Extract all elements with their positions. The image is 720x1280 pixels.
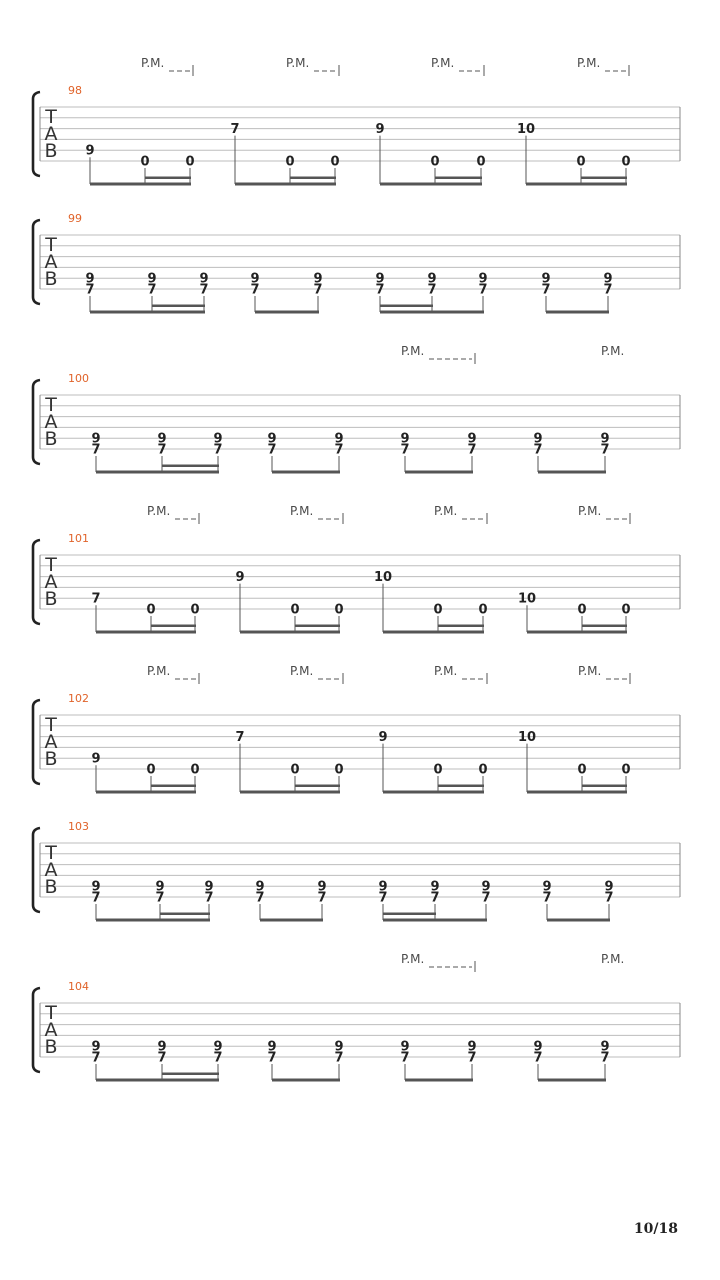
fret-number: 9 <box>157 1039 167 1055</box>
tab-clef-letter: B <box>44 428 58 450</box>
fret-number: 9 <box>213 431 223 447</box>
fret-number: 0 <box>577 762 587 778</box>
palm-mute-label: P.M. <box>578 664 602 678</box>
beam-primary <box>240 791 340 794</box>
fret-number: 7 <box>604 890 614 906</box>
bar-number: 104 <box>68 980 89 993</box>
tab-system-102 <box>33 664 680 794</box>
beam-primary <box>260 919 323 922</box>
fret-number: 10 <box>517 730 537 746</box>
palm-mute-label: P.M. <box>401 344 425 358</box>
palm-mute-label: P.M. <box>577 56 601 70</box>
fret-number: 7 <box>85 282 95 298</box>
fret-number: 0 <box>146 602 156 618</box>
fret-number: 9 <box>235 570 245 586</box>
beam-primary <box>546 311 609 314</box>
beam-primary <box>547 919 610 922</box>
fret-number: 0 <box>330 154 340 170</box>
bar-number: 98 <box>68 84 82 97</box>
fret-number: 7 <box>467 1050 477 1066</box>
fret-number: 0 <box>577 602 587 618</box>
bar-number: 103 <box>68 820 89 833</box>
fret-number: 9 <box>317 879 327 895</box>
fret-number: 9 <box>375 122 385 138</box>
fret-number: 7 <box>157 442 167 458</box>
fret-number: 0 <box>334 762 344 778</box>
fret-number: 7 <box>481 890 491 906</box>
beam-primary <box>526 183 627 186</box>
fret-number: 0 <box>190 602 200 618</box>
fret-number: 0 <box>621 762 631 778</box>
tab-clef-letter: A <box>44 123 58 145</box>
fret-number: 9 <box>400 1039 410 1055</box>
beam-primary <box>538 471 606 474</box>
palm-mute-label: P.M. <box>601 952 625 966</box>
fret-number: 9 <box>85 271 95 287</box>
tab-clef-letter: A <box>44 571 58 593</box>
beam-secondary <box>582 785 627 788</box>
fret-number: 9 <box>267 431 277 447</box>
beam-primary <box>405 471 473 474</box>
fret-number: 7 <box>213 442 223 458</box>
tab-clef-letter: B <box>44 268 58 290</box>
beam-primary <box>90 183 191 186</box>
fret-number: 9 <box>334 431 344 447</box>
tab-clef-letter: A <box>44 1019 58 1041</box>
beam-primary <box>383 791 484 794</box>
fret-number: 9 <box>147 271 157 287</box>
tab-system-101 <box>33 504 680 634</box>
tab-clef-letter: T <box>45 714 57 736</box>
bar-number: 99 <box>68 212 82 225</box>
fret-number: 9 <box>541 271 551 287</box>
tab-system-99 <box>33 212 680 314</box>
fret-number: 7 <box>430 890 440 906</box>
beam-primary <box>383 631 484 634</box>
tab-clef-letter: T <box>45 234 57 256</box>
palm-mute-label: P.M. <box>147 504 171 518</box>
fret-number: 9 <box>313 271 323 287</box>
fret-number: 7 <box>603 282 613 298</box>
tab-clef-letter: A <box>44 731 58 753</box>
tab-clef-letter: A <box>44 251 58 273</box>
tab-clef-letter: T <box>45 554 57 576</box>
fret-number: 9 <box>430 879 440 895</box>
fret-number: 9 <box>334 1039 344 1055</box>
beam-primary <box>96 791 196 794</box>
fret-number: 0 <box>290 762 300 778</box>
fret-number: 7 <box>400 442 410 458</box>
fret-number: 7 <box>250 282 260 298</box>
beam-secondary <box>295 785 340 788</box>
palm-mute-label: P.M. <box>290 504 314 518</box>
fret-number: 7 <box>91 1050 101 1066</box>
beam-secondary <box>290 177 336 180</box>
fret-number: 9 <box>542 879 552 895</box>
fret-number: 9 <box>85 143 95 159</box>
fret-number: 9 <box>533 431 543 447</box>
fret-number: 7 <box>204 890 214 906</box>
beam-primary <box>96 631 196 634</box>
fret-number: 9 <box>400 431 410 447</box>
fret-number: 0 <box>285 154 295 170</box>
fret-number: 7 <box>213 1050 223 1066</box>
tab-clef-letter: T <box>45 1002 57 1024</box>
tab-clef-letter: B <box>44 748 58 770</box>
system-bracket <box>33 700 40 784</box>
beam-secondary <box>435 177 482 180</box>
fret-number: 7 <box>91 442 101 458</box>
beam-secondary <box>438 625 484 628</box>
fret-number: 7 <box>533 1050 543 1066</box>
beam-secondary <box>581 177 627 180</box>
fret-number: 9 <box>375 271 385 287</box>
palm-mute-label: P.M. <box>601 344 625 358</box>
fret-number: 9 <box>250 271 260 287</box>
beam-primary <box>90 311 205 314</box>
beam-primary <box>96 471 219 474</box>
beam-secondary <box>582 625 627 628</box>
beam-primary <box>380 311 484 314</box>
beam-primary <box>272 1079 340 1082</box>
fret-number: 7 <box>334 1050 344 1066</box>
fret-number: 7 <box>157 1050 167 1066</box>
system-bracket <box>33 220 40 304</box>
fret-number: 9 <box>91 1039 101 1055</box>
fret-number: 9 <box>427 271 437 287</box>
beam-primary <box>235 183 336 186</box>
fret-number: 9 <box>378 730 388 746</box>
beam-primary <box>538 1079 606 1082</box>
fret-number: 9 <box>478 271 488 287</box>
fret-number: 7 <box>235 730 245 746</box>
bar-number: 102 <box>68 692 89 705</box>
fret-number: 10 <box>517 591 537 607</box>
page-number: 10/18 <box>633 1221 678 1237</box>
fret-number: 7 <box>267 442 277 458</box>
fret-number: 0 <box>185 154 195 170</box>
fret-number: 9 <box>267 1039 277 1055</box>
beam-primary <box>405 1079 473 1082</box>
palm-mute-label: P.M. <box>578 504 602 518</box>
system-bracket <box>33 988 40 1072</box>
palm-mute-label: P.M. <box>431 56 455 70</box>
palm-mute-label: P.M. <box>434 664 458 678</box>
fret-number: 9 <box>467 1039 477 1055</box>
tab-clef-letter: T <box>45 842 57 864</box>
fret-number: 7 <box>230 122 240 138</box>
tab-clef-letter: T <box>45 106 57 128</box>
beam-primary <box>527 631 627 634</box>
fret-number: 0 <box>621 602 631 618</box>
beam-primary <box>96 919 210 922</box>
fret-number: 7 <box>313 282 323 298</box>
fret-number: 0 <box>621 154 631 170</box>
tab-clef-letter: B <box>44 588 58 610</box>
fret-number: 7 <box>600 442 610 458</box>
beam-secondary <box>438 785 484 788</box>
tab-system-103 <box>33 820 680 922</box>
fret-number: 7 <box>155 890 165 906</box>
beam-primary <box>240 631 340 634</box>
fret-number: 0 <box>146 762 156 778</box>
palm-mute-label: P.M. <box>401 952 425 966</box>
fret-number: 9 <box>600 1039 610 1055</box>
bar-number: 101 <box>68 532 89 545</box>
fret-number: 7 <box>467 442 477 458</box>
palm-mute-label: P.M. <box>290 664 314 678</box>
bar-number: 100 <box>68 372 89 385</box>
fret-number: 0 <box>433 602 443 618</box>
tab-clef-letter: B <box>44 140 58 162</box>
fret-number: 7 <box>400 1050 410 1066</box>
fret-number: 0 <box>433 762 443 778</box>
fret-number: 9 <box>378 879 388 895</box>
tab-system-100 <box>33 344 680 474</box>
fret-number: 7 <box>255 890 265 906</box>
tab-clef-letter: B <box>44 876 58 898</box>
palm-mute-label: P.M. <box>434 504 458 518</box>
beam-secondary <box>151 625 196 628</box>
beam-secondary <box>160 913 210 916</box>
fret-number: 9 <box>157 431 167 447</box>
fret-number: 7 <box>91 890 101 906</box>
fret-number: 0 <box>576 154 586 170</box>
beam-primary <box>272 471 340 474</box>
tab-clef-letter: A <box>44 859 58 881</box>
fret-number: 0 <box>476 154 486 170</box>
fret-number: 7 <box>533 442 543 458</box>
fret-number: 7 <box>317 890 327 906</box>
fret-number: 9 <box>155 879 165 895</box>
beam-secondary <box>145 177 191 180</box>
beam-primary <box>380 183 482 186</box>
beam-secondary <box>383 913 436 916</box>
fret-number: 7 <box>600 1050 610 1066</box>
fret-number: 0 <box>140 154 150 170</box>
fret-number: 9 <box>213 1039 223 1055</box>
beam-primary <box>255 311 319 314</box>
system-bracket <box>33 828 40 912</box>
beam-secondary <box>162 1073 219 1076</box>
fret-number: 7 <box>541 282 551 298</box>
fret-number: 0 <box>190 762 200 778</box>
tab-system-104 <box>33 952 680 1082</box>
palm-mute-label: P.M. <box>141 56 165 70</box>
beam-secondary <box>295 625 340 628</box>
fret-number: 9 <box>91 431 101 447</box>
fret-number: 0 <box>334 602 344 618</box>
system-bracket <box>33 92 40 176</box>
fret-number: 9 <box>603 271 613 287</box>
fret-number: 7 <box>427 282 437 298</box>
fret-number: 7 <box>91 591 101 607</box>
fret-number: 9 <box>204 879 214 895</box>
fret-number: 9 <box>481 879 491 895</box>
fret-number: 7 <box>147 282 157 298</box>
fret-number: 10 <box>373 570 393 586</box>
tab-system-98 <box>33 56 680 186</box>
fret-number: 9 <box>199 271 209 287</box>
fret-number: 0 <box>430 154 440 170</box>
fret-number: 7 <box>478 282 488 298</box>
beam-secondary <box>151 785 196 788</box>
fret-number: 7 <box>542 890 552 906</box>
beam-primary <box>96 1079 219 1082</box>
fret-number: 7 <box>334 442 344 458</box>
system-bracket <box>33 380 40 464</box>
fret-number: 7 <box>199 282 209 298</box>
beam-primary <box>527 791 627 794</box>
fret-number: 7 <box>378 890 388 906</box>
beam-secondary <box>380 305 433 308</box>
tab-clef-letter: T <box>45 394 57 416</box>
fret-number: 9 <box>91 879 101 895</box>
fret-number: 7 <box>267 1050 277 1066</box>
fret-number: 9 <box>604 879 614 895</box>
tab-clef-letter: B <box>44 1036 58 1058</box>
tab-clef-letter: A <box>44 411 58 433</box>
fret-number: 9 <box>600 431 610 447</box>
fret-number: 9 <box>255 879 265 895</box>
fret-number: 7 <box>375 282 385 298</box>
beam-primary <box>383 919 487 922</box>
palm-mute-label: P.M. <box>147 664 171 678</box>
fret-number: 10 <box>516 122 536 138</box>
palm-mute-label: P.M. <box>286 56 310 70</box>
fret-number: 0 <box>290 602 300 618</box>
fret-number: 0 <box>478 762 488 778</box>
system-bracket <box>33 540 40 624</box>
beam-secondary <box>152 305 205 308</box>
beam-secondary <box>162 465 219 468</box>
fret-number: 0 <box>478 602 488 618</box>
fret-number: 9 <box>91 751 101 767</box>
fret-number: 9 <box>467 431 477 447</box>
fret-number: 9 <box>533 1039 543 1055</box>
